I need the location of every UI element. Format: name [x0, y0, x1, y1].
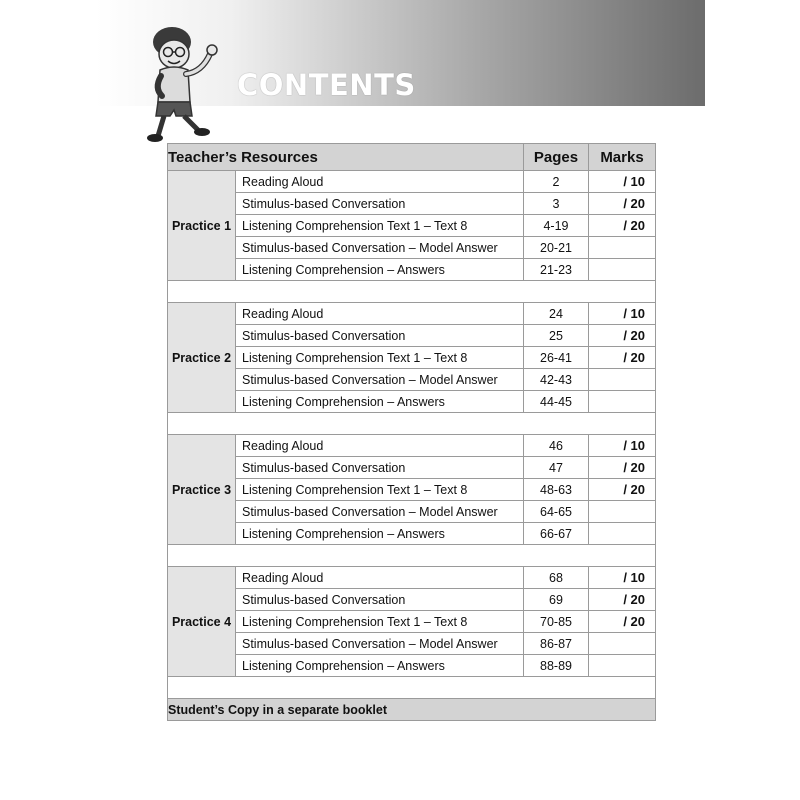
table-row: [168, 303, 656, 325]
table-header-row: [168, 144, 656, 171]
item-cell: Stimulus-based Conversation – Model Answer: [236, 501, 524, 523]
table-row: [168, 611, 656, 633]
item-cell: Listening Comprehension Text 1 – Text 8: [236, 479, 524, 501]
students-copy-note: Student’s Copy in a separate booklet: [168, 699, 656, 721]
marks-cell: / 20: [589, 589, 656, 611]
pages-cell: 47: [524, 457, 589, 479]
table-spacer-row: [168, 545, 656, 567]
marks-cell: / 20: [589, 325, 656, 347]
item-cell: Reading Aloud: [236, 567, 524, 589]
pages-cell: 3: [524, 193, 589, 215]
table-spacer-row: [168, 413, 656, 435]
practice-label: Practice 2: [168, 303, 236, 413]
table-row: [168, 435, 656, 457]
spacer-cell: [168, 413, 656, 435]
marks-cell: [589, 369, 656, 391]
item-cell: Stimulus-based Conversation – Model Answer: [236, 369, 524, 391]
pages-cell: 26-41: [524, 347, 589, 369]
marks-cell: / 20: [589, 347, 656, 369]
item-cell: Stimulus-based Conversation: [236, 193, 524, 215]
page-title: CONTENTS: [237, 68, 416, 102]
pages-cell: 66-67: [524, 523, 589, 545]
header-teachers-resources: Teacher’s Resources: [168, 144, 524, 171]
table-row: [168, 589, 656, 611]
pages-cell: 64-65: [524, 501, 589, 523]
item-cell: Stimulus-based Conversation – Model Answer: [236, 237, 524, 259]
practice-label: Practice 3: [168, 435, 236, 545]
table-row: [168, 193, 656, 215]
pages-cell: 70-85: [524, 611, 589, 633]
pages-cell: 48-63: [524, 479, 589, 501]
marks-cell: / 10: [589, 171, 656, 193]
marks-cell: [589, 391, 656, 413]
table-row: [168, 457, 656, 479]
table-row: [168, 237, 656, 259]
pages-cell: 2: [524, 171, 589, 193]
pages-cell: 46: [524, 435, 589, 457]
marks-cell: [589, 259, 656, 281]
table-row: [168, 325, 656, 347]
marks-cell: [589, 237, 656, 259]
item-cell: Stimulus-based Conversation: [236, 457, 524, 479]
item-cell: Listening Comprehension – Answers: [236, 259, 524, 281]
table-row: [168, 479, 656, 501]
table-spacer-row: [168, 281, 656, 303]
pages-cell: 86-87: [524, 633, 589, 655]
spacer-cell: [168, 281, 656, 303]
table-row: [168, 259, 656, 281]
marks-cell: / 10: [589, 303, 656, 325]
table-row: [168, 347, 656, 369]
pages-cell: 4-19: [524, 215, 589, 237]
marks-cell: [589, 501, 656, 523]
item-cell: Listening Comprehension Text 1 – Text 8: [236, 347, 524, 369]
marks-cell: / 10: [589, 435, 656, 457]
table-row: [168, 391, 656, 413]
marks-cell: / 20: [589, 479, 656, 501]
pages-cell: 42-43: [524, 369, 589, 391]
marks-cell: / 20: [589, 215, 656, 237]
table-row: [168, 369, 656, 391]
table-row: [168, 501, 656, 523]
marks-cell: / 20: [589, 457, 656, 479]
item-cell: Stimulus-based Conversation: [236, 325, 524, 347]
item-cell: Listening Comprehension – Answers: [236, 655, 524, 677]
item-cell: Reading Aloud: [236, 435, 524, 457]
item-cell: Listening Comprehension – Answers: [236, 391, 524, 413]
table-row: [168, 215, 656, 237]
spacer-cell: [168, 677, 656, 699]
item-cell: Reading Aloud: [236, 303, 524, 325]
header-marks: Marks: [589, 144, 656, 171]
item-cell: Reading Aloud: [236, 171, 524, 193]
item-cell: Stimulus-based Conversation – Model Answer: [236, 633, 524, 655]
pages-cell: 24: [524, 303, 589, 325]
item-cell: Listening Comprehension – Answers: [236, 523, 524, 545]
table-row: [168, 567, 656, 589]
practice-label: Practice 1: [168, 171, 236, 281]
pages-cell: 44-45: [524, 391, 589, 413]
marks-cell: / 10: [589, 567, 656, 589]
header-pages: Pages: [524, 144, 589, 171]
pages-cell: 25: [524, 325, 589, 347]
pages-cell: 21-23: [524, 259, 589, 281]
item-cell: Listening Comprehension Text 1 – Text 8: [236, 611, 524, 633]
table-row: [168, 655, 656, 677]
boy-mascot-illustration: [140, 20, 230, 145]
table-footer-row: [168, 699, 656, 721]
table-row: [168, 633, 656, 655]
contents-table: [167, 143, 656, 721]
table-spacer-row: [168, 677, 656, 699]
item-cell: Listening Comprehension Text 1 – Text 8: [236, 215, 524, 237]
marks-cell: [589, 523, 656, 545]
practice-label: Practice 4: [168, 567, 236, 677]
marks-cell: / 20: [589, 611, 656, 633]
table-row: [168, 523, 656, 545]
table-row: [168, 171, 656, 193]
pages-cell: 69: [524, 589, 589, 611]
item-cell: Stimulus-based Conversation: [236, 589, 524, 611]
spacer-cell: [168, 545, 656, 567]
pages-cell: 68: [524, 567, 589, 589]
pages-cell: 88-89: [524, 655, 589, 677]
marks-cell: [589, 633, 656, 655]
marks-cell: / 20: [589, 193, 656, 215]
marks-cell: [589, 655, 656, 677]
pages-cell: 20-21: [524, 237, 589, 259]
